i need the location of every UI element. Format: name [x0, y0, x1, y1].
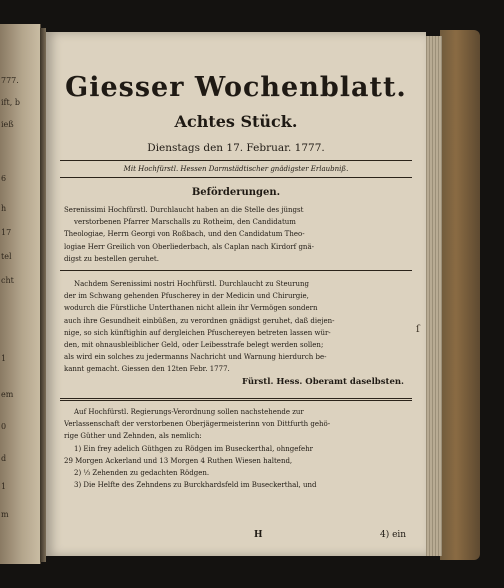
edge-mark: ift, b — [1, 98, 20, 107]
edge-mark: cht — [1, 276, 14, 285]
text-line: 29 Morgen Ackerland und 13 Morgen 4 Ruthen Wiesen haltend, — [64, 456, 293, 465]
edge-mark: 1 — [1, 482, 7, 491]
masthead-title: Giesser Wochenblatt. — [65, 72, 407, 103]
text-line: der im Schwang gehenden Pfuscherey in der Medicin und Chirurgie, — [64, 292, 309, 301]
divider-rule — [60, 398, 412, 401]
divider-rule — [60, 270, 412, 271]
catchword: 4) ein — [380, 530, 407, 540]
edge-mark: 1 — [1, 354, 7, 363]
book-cover-board — [440, 30, 480, 560]
text-line: kannt gemacht. Giessen den 12ten Febr. 1777. — [64, 365, 230, 374]
list-item: 2) ⅓ Zehenden zu gedachten Rödgen. — [74, 469, 210, 478]
text-line: digst zu bestellen geruhet. — [64, 254, 159, 263]
article-promotions — [64, 204, 404, 265]
text-line: Theologiae, Herrn Georgi von Roßbach, und den Candidatum Theo- — [64, 230, 305, 239]
edge-mark: 777. — [1, 76, 19, 85]
text-line: den, mit ohnausbleiblicher Geld, oder Leibesstrafe belegt werden sollen; — [64, 341, 324, 350]
text-line: logiae Herr Greilich von Oberliederbach, als Caplan nach Kirdorf gnä- — [64, 242, 314, 251]
article-decree — [64, 278, 404, 388]
text-line: Auf Hochfürstl. Regierungs-Verordnung sollen nachstehende zur — [74, 408, 304, 416]
edge-mark: ieß — [1, 120, 14, 129]
text-line: verstorbenen Pfarrer Marschalls zu Rotheim, den Candidatum — [74, 218, 296, 227]
edge-mark: em — [1, 390, 14, 399]
divider-rule — [60, 177, 412, 178]
list-item: 1) Ein frey adelich Güthgen zu Rödgen im Buseckerthal, ohngefehr — [74, 444, 313, 453]
edge-mark: d — [1, 454, 7, 463]
page-edges — [424, 36, 442, 556]
text-line: nige, so sich künftighin auf dergleichen Pfuschereyen betreten lassen wür- — [64, 328, 331, 337]
article-estate-sale — [64, 406, 404, 491]
edge-mark: 0 — [1, 422, 7, 431]
edge-mark: h — [1, 204, 7, 213]
signature: Fürstl. Hess. Oberamt daselbsten. — [241, 376, 404, 387]
text-line: wodurch die Fürstliche Unterthanen nicht allein ihr Vermögen sondern — [64, 304, 318, 313]
text-line: Nachdem Serenissimi nostri Hochfürstl. Durchlaucht zu Steurung — [74, 280, 309, 288]
signature-mark: H — [254, 530, 263, 540]
text-line: auch ihre Gesundheit einbüßen, zu verordnen gnädigst geruhet, daß diejen- — [64, 316, 335, 325]
newspaper-page — [46, 32, 426, 556]
edge-mark: m — [1, 510, 9, 519]
left-page-edge — [0, 24, 41, 564]
edge-mark: 6 — [1, 174, 7, 183]
issue-number: Achtes Stück. — [174, 112, 298, 131]
divider-rule — [60, 160, 412, 161]
edge-mark: tel — [1, 252, 12, 261]
text-line: als wird ein solches zu jedermanns Nachricht und Warnung hierdurch be- — [64, 353, 327, 362]
margin-mark: ſ — [416, 324, 420, 335]
text-line: Serenissimi Hochfürstl. Durchlaucht haben an die Stelle des jüngst — [64, 206, 304, 214]
list-item: 3) Die Helfte des Zehndens zu Burckhardsfeld im Buseckerthal, und — [74, 481, 317, 490]
section-heading: Beförderungen. — [191, 187, 281, 198]
dateline: Dienstags den 17. Februar. 1777. — [147, 142, 325, 154]
privilege-line: Mit Hochfürstl. Hessen Darmstädtischer gnädigster Erlaubniß. — [123, 165, 349, 173]
text-line: Verlassenschaft der verstorbenen Oberjägermeisterinn von Dittfurth gehö- — [64, 420, 331, 429]
edge-mark: 17 — [1, 228, 12, 237]
text-line: rige Güther und Zehnden, als nemlich: — [64, 432, 202, 441]
